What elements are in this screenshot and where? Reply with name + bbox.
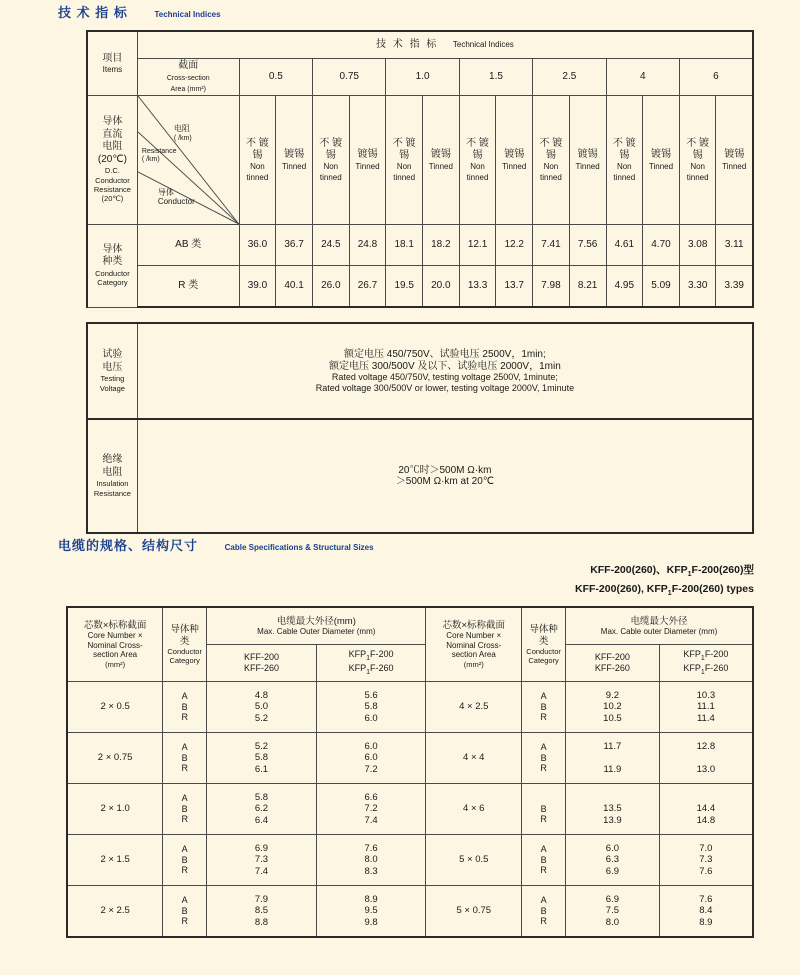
- core-unit-r: (mm²): [463, 660, 484, 670]
- kfp200-l: [319, 649, 424, 663]
- non-cn-3: 不 镀 锡: [466, 138, 489, 161]
- section1-heading-en: Technical Indices: [154, 10, 221, 19]
- non-en1-1: Non: [323, 162, 339, 172]
- items-label-cn: 项目: [102, 52, 123, 64]
- tin-en-5: Tinned: [648, 161, 674, 171]
- plating-tin-4: [569, 96, 606, 225]
- types-line2-sub: 1: [667, 590, 672, 598]
- right-size-0: 4 × 2.5: [426, 682, 522, 733]
- cell-r-10: 4.95: [606, 266, 643, 308]
- size-col-5: 4: [606, 59, 679, 96]
- table-row: [67, 886, 753, 938]
- non-en1-3: Non: [470, 162, 485, 172]
- tv-en2: Voltage: [99, 383, 125, 393]
- non-en2-5: tinned: [613, 172, 636, 182]
- left-cats-1: A B R: [163, 733, 207, 784]
- cat-cn2-l: 类: [179, 635, 190, 647]
- cross-section-unit: Area (mm²): [170, 85, 206, 93]
- row-label-ab: AB 类: [137, 225, 239, 266]
- plating-tin-0: [276, 96, 313, 225]
- core-header-left: [67, 607, 163, 682]
- right-cats-2: B R: [522, 784, 566, 835]
- core-cn-r: 芯数×标称截面: [442, 619, 506, 631]
- kfp200-l-sub: 1: [366, 654, 371, 662]
- dcres-en2: Conductor: [95, 175, 130, 185]
- core-cn-l: 芯数×标称截面: [83, 619, 147, 631]
- tv-cn2: 电压: [102, 361, 123, 373]
- tv-cn1: 试验: [102, 349, 123, 361]
- left-kff-2: 5.8 6.2 6.4: [207, 784, 317, 835]
- conductor-category-label: [90, 244, 135, 288]
- cross-section-cn: 截面: [178, 60, 199, 72]
- non-en1-6: Non: [690, 162, 706, 172]
- cell-r-7: 13.7: [496, 266, 533, 308]
- tv-line2: 额定电压 300/500V 及以下、试验电压 2000V，1min: [329, 360, 561, 372]
- diag-conductor-en: Conductor: [157, 197, 195, 207]
- types-line-2: [575, 581, 754, 600]
- cell-ab-5: 18.2: [422, 225, 459, 266]
- cat-en1: Conductor: [95, 268, 130, 278]
- non-en1-5: Non: [616, 162, 632, 172]
- right-kff-1: 11.7 11.9: [566, 733, 660, 784]
- non-cn-1: 不 镀 锡: [319, 138, 343, 161]
- cat-en2: Category: [97, 278, 128, 288]
- cell-ab-6: 12.1: [459, 225, 496, 266]
- dcres-cn3: 电阻: [102, 141, 123, 153]
- right-kfp-1: 12.8 13.0: [659, 733, 753, 784]
- table-row: [67, 733, 753, 784]
- diameter-header-left: [207, 607, 426, 645]
- kfp200-r: [662, 649, 750, 663]
- cell-r-2: 26.0: [313, 266, 350, 308]
- non-en2-0: tinned: [246, 172, 269, 182]
- non-en1-2: Non: [396, 162, 412, 172]
- cat-en2-r: Category: [528, 655, 559, 665]
- cat-cn2-r: 类: [538, 635, 549, 647]
- plating-non-0: [239, 96, 276, 225]
- cell-ab-2: 24.5: [313, 225, 350, 266]
- dia-cn-r: 电缆最大外径: [630, 615, 688, 627]
- right-kfp-0: 10.3 11.1 11.4: [659, 682, 753, 733]
- size-col-2: 1.0: [386, 59, 459, 96]
- left-kfp-0: 5.6 5.8 6.0: [316, 682, 426, 733]
- tin-cn-2: 镀锡: [430, 149, 451, 161]
- cat-en-r: Conductor: [526, 646, 561, 656]
- non-cn-0: 不 镀 锡: [246, 138, 269, 161]
- core-unit-l: (mm²): [105, 660, 126, 670]
- diag-resistance-label: [174, 124, 192, 143]
- plating-non-2: [386, 96, 423, 225]
- ir-en2: Resistance: [93, 488, 131, 498]
- diagonal-header-cell: [137, 96, 239, 225]
- ir-line2: ＞500M Ω·km at 20℃: [395, 476, 494, 487]
- diag-en1: ( /km): [173, 135, 192, 143]
- col-kff-left: [207, 645, 317, 682]
- spec-header-en: Technical Indices: [452, 40, 514, 50]
- left-kff-4: 7.9 8.5 8.8: [207, 886, 317, 938]
- col-kfp-right: [659, 645, 753, 682]
- ir-line1: 20℃时＞500M Ω·km: [398, 464, 492, 476]
- core-en3-r: section Area: [451, 650, 496, 660]
- table-row: [87, 266, 753, 308]
- core-en1-l: Core Number ×: [87, 631, 143, 641]
- cell-ab-1: 36.7: [276, 225, 313, 266]
- tv-line4: Rated voltage 300/500V or lower, testing voltage 2000V, 1minute: [315, 382, 575, 393]
- diag-en2: Resistance: [141, 148, 177, 155]
- kff260-l: KFF-260: [243, 663, 279, 673]
- left-size-2: 2 × 1.0: [67, 784, 163, 835]
- right-kff-2: 13.5 13.9: [566, 784, 660, 835]
- kfp200-r-sub: 1: [700, 654, 705, 662]
- tin-cn-5: 镀锡: [650, 149, 671, 161]
- section2-heading-cn: 电缆的规格、结构尺寸: [58, 538, 199, 553]
- right-kfp-4: 7.6 8.4 8.9: [659, 886, 753, 938]
- cat-en-l: Conductor: [167, 646, 202, 656]
- col-kff-right: [566, 645, 660, 682]
- non-cn-5: 不 镀 锡: [612, 138, 636, 161]
- dcres-en4: (20℃): [101, 194, 124, 204]
- size-col-4: 2.5: [533, 59, 606, 96]
- kfp260-r-sub: 1: [700, 668, 705, 676]
- testing-voltage-label: [90, 349, 135, 393]
- left-cats-0: A B R: [163, 682, 207, 733]
- core-en2-l: Nominal Cross-: [87, 640, 143, 650]
- left-size-0: 2 × 0.5: [67, 682, 163, 733]
- plating-non-6: [679, 96, 716, 225]
- tin-cn-3: 镀锡: [504, 149, 525, 161]
- section2-heading-en: Cable Specifications & Structural Sizes: [224, 543, 374, 552]
- right-cats-1: A B R: [522, 733, 566, 784]
- cell-r-12: 3.30: [679, 266, 716, 308]
- dcres-en3: Resistance: [93, 185, 131, 194]
- size-col-0: 0.5: [239, 59, 312, 96]
- cell-r-8: 7.98: [533, 266, 570, 308]
- types-line2-a: KFF-200(260), KFP: [575, 582, 668, 595]
- left-cats-3: A B R: [163, 835, 207, 886]
- dia-en-l: Max. Cable Outer Diameter (mm): [257, 626, 376, 636]
- plating-non-5: [606, 96, 643, 225]
- left-kfp-4: 8.9 9.5 9.8: [316, 886, 426, 938]
- left-cats-4: A B R: [163, 886, 207, 938]
- size-col-6: 6: [679, 59, 753, 96]
- dia-cn-l: 电缆最大外径(mm): [276, 615, 356, 627]
- kfp260-r-a: KFP: [683, 663, 701, 673]
- core-en2-r: Nominal Cross-: [446, 640, 502, 650]
- tv-en1: Testing: [100, 374, 125, 384]
- types-line1-b: F-200(260)型: [691, 564, 754, 576]
- plating-tin-6: [716, 96, 753, 225]
- cell-ab-8: 7.41: [533, 225, 570, 266]
- diag-conductor-label: [158, 188, 195, 206]
- cell-r-9: 8.21: [569, 266, 606, 308]
- kfp260-l-sub: 1: [366, 668, 371, 676]
- right-size-1: 4 × 4: [426, 733, 522, 784]
- right-cats-3: A B R: [522, 835, 566, 886]
- tv-line3: Rated voltage 450/750V, testing voltage 2500V, 1minute;: [331, 372, 558, 383]
- non-en2-2: tinned: [393, 172, 416, 182]
- diag-en3: ( /km): [141, 156, 160, 164]
- plating-non-3: [459, 96, 496, 225]
- non-en2-6: tinned: [686, 172, 709, 182]
- plating-non-1: [313, 96, 350, 225]
- dcres-cn1: 导体: [102, 116, 123, 128]
- left-kff-0: 4.8 5.0 5.2: [207, 682, 317, 733]
- cat-en2-l: Category: [169, 655, 200, 665]
- kfp260-l-a: KFP: [348, 663, 367, 673]
- section-heading-cable-specs: [58, 535, 374, 554]
- diag-conductor-cn: 导体: [157, 188, 174, 197]
- tin-cn-1: 镀锡: [357, 149, 378, 161]
- non-cn-2: 不 镀 锡: [392, 138, 416, 161]
- right-size-3: 5 × 0.5: [426, 835, 522, 886]
- dcres-cn4: (20℃): [97, 153, 127, 165]
- tin-en-2: Tinned: [428, 161, 453, 171]
- cat-cn1-l: 导体种: [170, 624, 199, 636]
- non-en1-0: Non: [250, 162, 265, 172]
- technical-indices-table: [86, 30, 754, 534]
- table-row: [67, 682, 753, 733]
- insulation-resistance-label: [90, 454, 135, 498]
- kfp260-r-b: F-260: [704, 663, 729, 673]
- left-cats-2: A B R: [163, 784, 207, 835]
- core-en3-l: section Area: [93, 650, 138, 660]
- insulation-resistance-row: [87, 419, 753, 533]
- kfp260-r: [662, 663, 750, 677]
- plating-tin-3: [496, 96, 533, 225]
- ir-en1: Insulation: [96, 479, 129, 489]
- types-line2-b: F-200(260) types: [671, 582, 754, 595]
- dcres-en1: D.C.: [104, 166, 120, 176]
- kfp200-r-a: KFP: [683, 648, 701, 659]
- kff200-l: KFF-200: [243, 652, 279, 663]
- core-header-right: [426, 607, 522, 682]
- cell-r-1: 40.1: [276, 266, 313, 308]
- kfp200-l-a: KFP: [348, 648, 367, 659]
- cell-ab-0: 36.0: [239, 225, 276, 266]
- size-col-1: 0.75: [313, 59, 386, 96]
- cross-section-en: Cross-section: [166, 74, 210, 82]
- non-en1-4: Non: [543, 162, 559, 172]
- row-label-r: R 类: [137, 266, 239, 308]
- right-kfp-2: 14.4 14.8: [659, 784, 753, 835]
- cat-cn1: 导体: [102, 243, 123, 255]
- right-cats-0: A B R: [522, 682, 566, 733]
- insulation-resistance-content: [137, 419, 753, 533]
- types-line1-sub: 1: [687, 571, 692, 579]
- cell-ab-9: 7.56: [569, 225, 606, 266]
- dia-en-r: Max. Cable outer Diameter (mm): [600, 626, 718, 636]
- cell-r-4: 19.5: [386, 266, 423, 308]
- cell-ab-3: 24.8: [349, 225, 386, 266]
- ir-cn1: 绝缘: [102, 454, 123, 466]
- plating-non-4: [533, 96, 570, 225]
- left-size-1: 2 × 0.75: [67, 733, 163, 784]
- cell-r-5: 20.0: [422, 266, 459, 308]
- size-col-3: 1.5: [459, 59, 532, 96]
- right-kfp-3: 7.0 7.3 7.6: [659, 835, 753, 886]
- table-row: [67, 784, 753, 835]
- diameter-header-right: [566, 607, 753, 645]
- cell-r-6: 13.3: [459, 266, 496, 308]
- table-row: [87, 225, 753, 266]
- cell-r-13: 3.39: [716, 266, 753, 308]
- right-size-4: 5 × 0.75: [426, 886, 522, 938]
- right-kff-0: 9.2 10.2 10.5: [566, 682, 660, 733]
- right-cats-4: A B R: [522, 886, 566, 938]
- right-size-2: 4 × 6: [426, 784, 522, 835]
- category-header-left: [163, 607, 207, 682]
- section1-heading-cn: 技 术 指 标: [58, 5, 128, 20]
- types-line-1: [575, 562, 754, 581]
- non-en2-4: tinned: [540, 172, 562, 182]
- cell-ab-12: 3.08: [679, 225, 716, 266]
- spec-header-cn: 技 术 指 标: [376, 39, 439, 51]
- cable-types-caption: [575, 562, 754, 600]
- items-label-en: Items: [102, 65, 123, 75]
- table-row: [67, 835, 753, 886]
- cat-cn1-r: 导体种: [529, 624, 558, 636]
- tv-line1: 额定电压 450/750V、试验电压 2500V，1min;: [344, 349, 546, 361]
- ir-cn2: 电阻: [102, 466, 123, 478]
- kfp200-l-b: F-200: [370, 648, 394, 659]
- tin-en-4: Tinned: [575, 161, 600, 171]
- cell-ab-10: 4.61: [606, 225, 643, 266]
- right-kff-3: 6.0 6.3 6.9: [566, 835, 660, 886]
- testing-voltage-content: [137, 323, 753, 419]
- testing-voltage-row: [87, 323, 753, 419]
- tin-cn-6: 镀锡: [724, 149, 745, 161]
- tin-cn-0: 镀锡: [284, 149, 305, 161]
- non-cn-4: 不 镀 锡: [539, 138, 563, 161]
- cat-cn2: 种类: [102, 256, 123, 268]
- non-en2-3: tinned: [466, 172, 489, 182]
- right-kff-4: 6.9 7.5 8.0: [566, 886, 660, 938]
- tin-en-0: Tinned: [282, 161, 307, 171]
- left-kfp-3: 7.6 8.0 8.3: [316, 835, 426, 886]
- plating-tin-5: [643, 96, 680, 225]
- left-size-4: 2 × 2.5: [67, 886, 163, 938]
- table2-header-row-1: [67, 607, 753, 645]
- non-cn-6: 不 镀 锡: [686, 138, 710, 161]
- core-en1-r: Core Number ×: [446, 631, 502, 641]
- tin-cn-4: 镀锡: [577, 149, 598, 161]
- plating-tin-1: [349, 96, 386, 225]
- cell-ab-11: 4.70: [643, 225, 680, 266]
- diag-cn: 电阻: [173, 124, 190, 133]
- cell-r-3: 26.7: [349, 266, 386, 308]
- kff260-r: KFF-260: [594, 663, 630, 673]
- section-heading-technical-indices: [58, 2, 221, 21]
- dc-resistance-label: [90, 116, 135, 204]
- left-kff-1: 5.2 5.8 6.1: [207, 733, 317, 784]
- cell-r-0: 39.0: [239, 266, 276, 308]
- cross-section-header: [137, 59, 239, 96]
- kfp260-l-b: F-260: [370, 663, 394, 673]
- left-size-3: 2 × 1.5: [67, 835, 163, 886]
- cell-r-11: 5.09: [643, 266, 680, 308]
- cell-ab-13: 3.11: [716, 225, 753, 266]
- kfp200-r-b: F-200: [704, 648, 729, 659]
- left-kff-3: 6.9 7.3 7.4: [207, 835, 317, 886]
- kfp260-l: [319, 663, 424, 677]
- cell-ab-4: 18.1: [386, 225, 423, 266]
- tin-en-6: Tinned: [722, 161, 747, 171]
- category-header-right: [522, 607, 566, 682]
- tin-en-1: Tinned: [355, 161, 380, 171]
- col-kfp-left: [316, 645, 426, 682]
- dcres-cn2: 直流: [102, 128, 123, 140]
- diag-resistance-en: [142, 148, 177, 164]
- tin-en-3: Tinned: [502, 161, 527, 171]
- cable-specifications-table: [66, 606, 754, 938]
- cell-ab-7: 12.2: [496, 225, 533, 266]
- plating-tin-2: [422, 96, 459, 225]
- types-line1-a: KFF-200(260)、KFP: [590, 564, 688, 576]
- left-kfp-1: 6.0 6.0 7.2: [316, 733, 426, 784]
- kff200-r: KFF-200: [594, 652, 630, 663]
- non-en2-1: tinned: [319, 172, 342, 182]
- left-kfp-2: 6.6 7.2 7.4: [316, 784, 426, 835]
